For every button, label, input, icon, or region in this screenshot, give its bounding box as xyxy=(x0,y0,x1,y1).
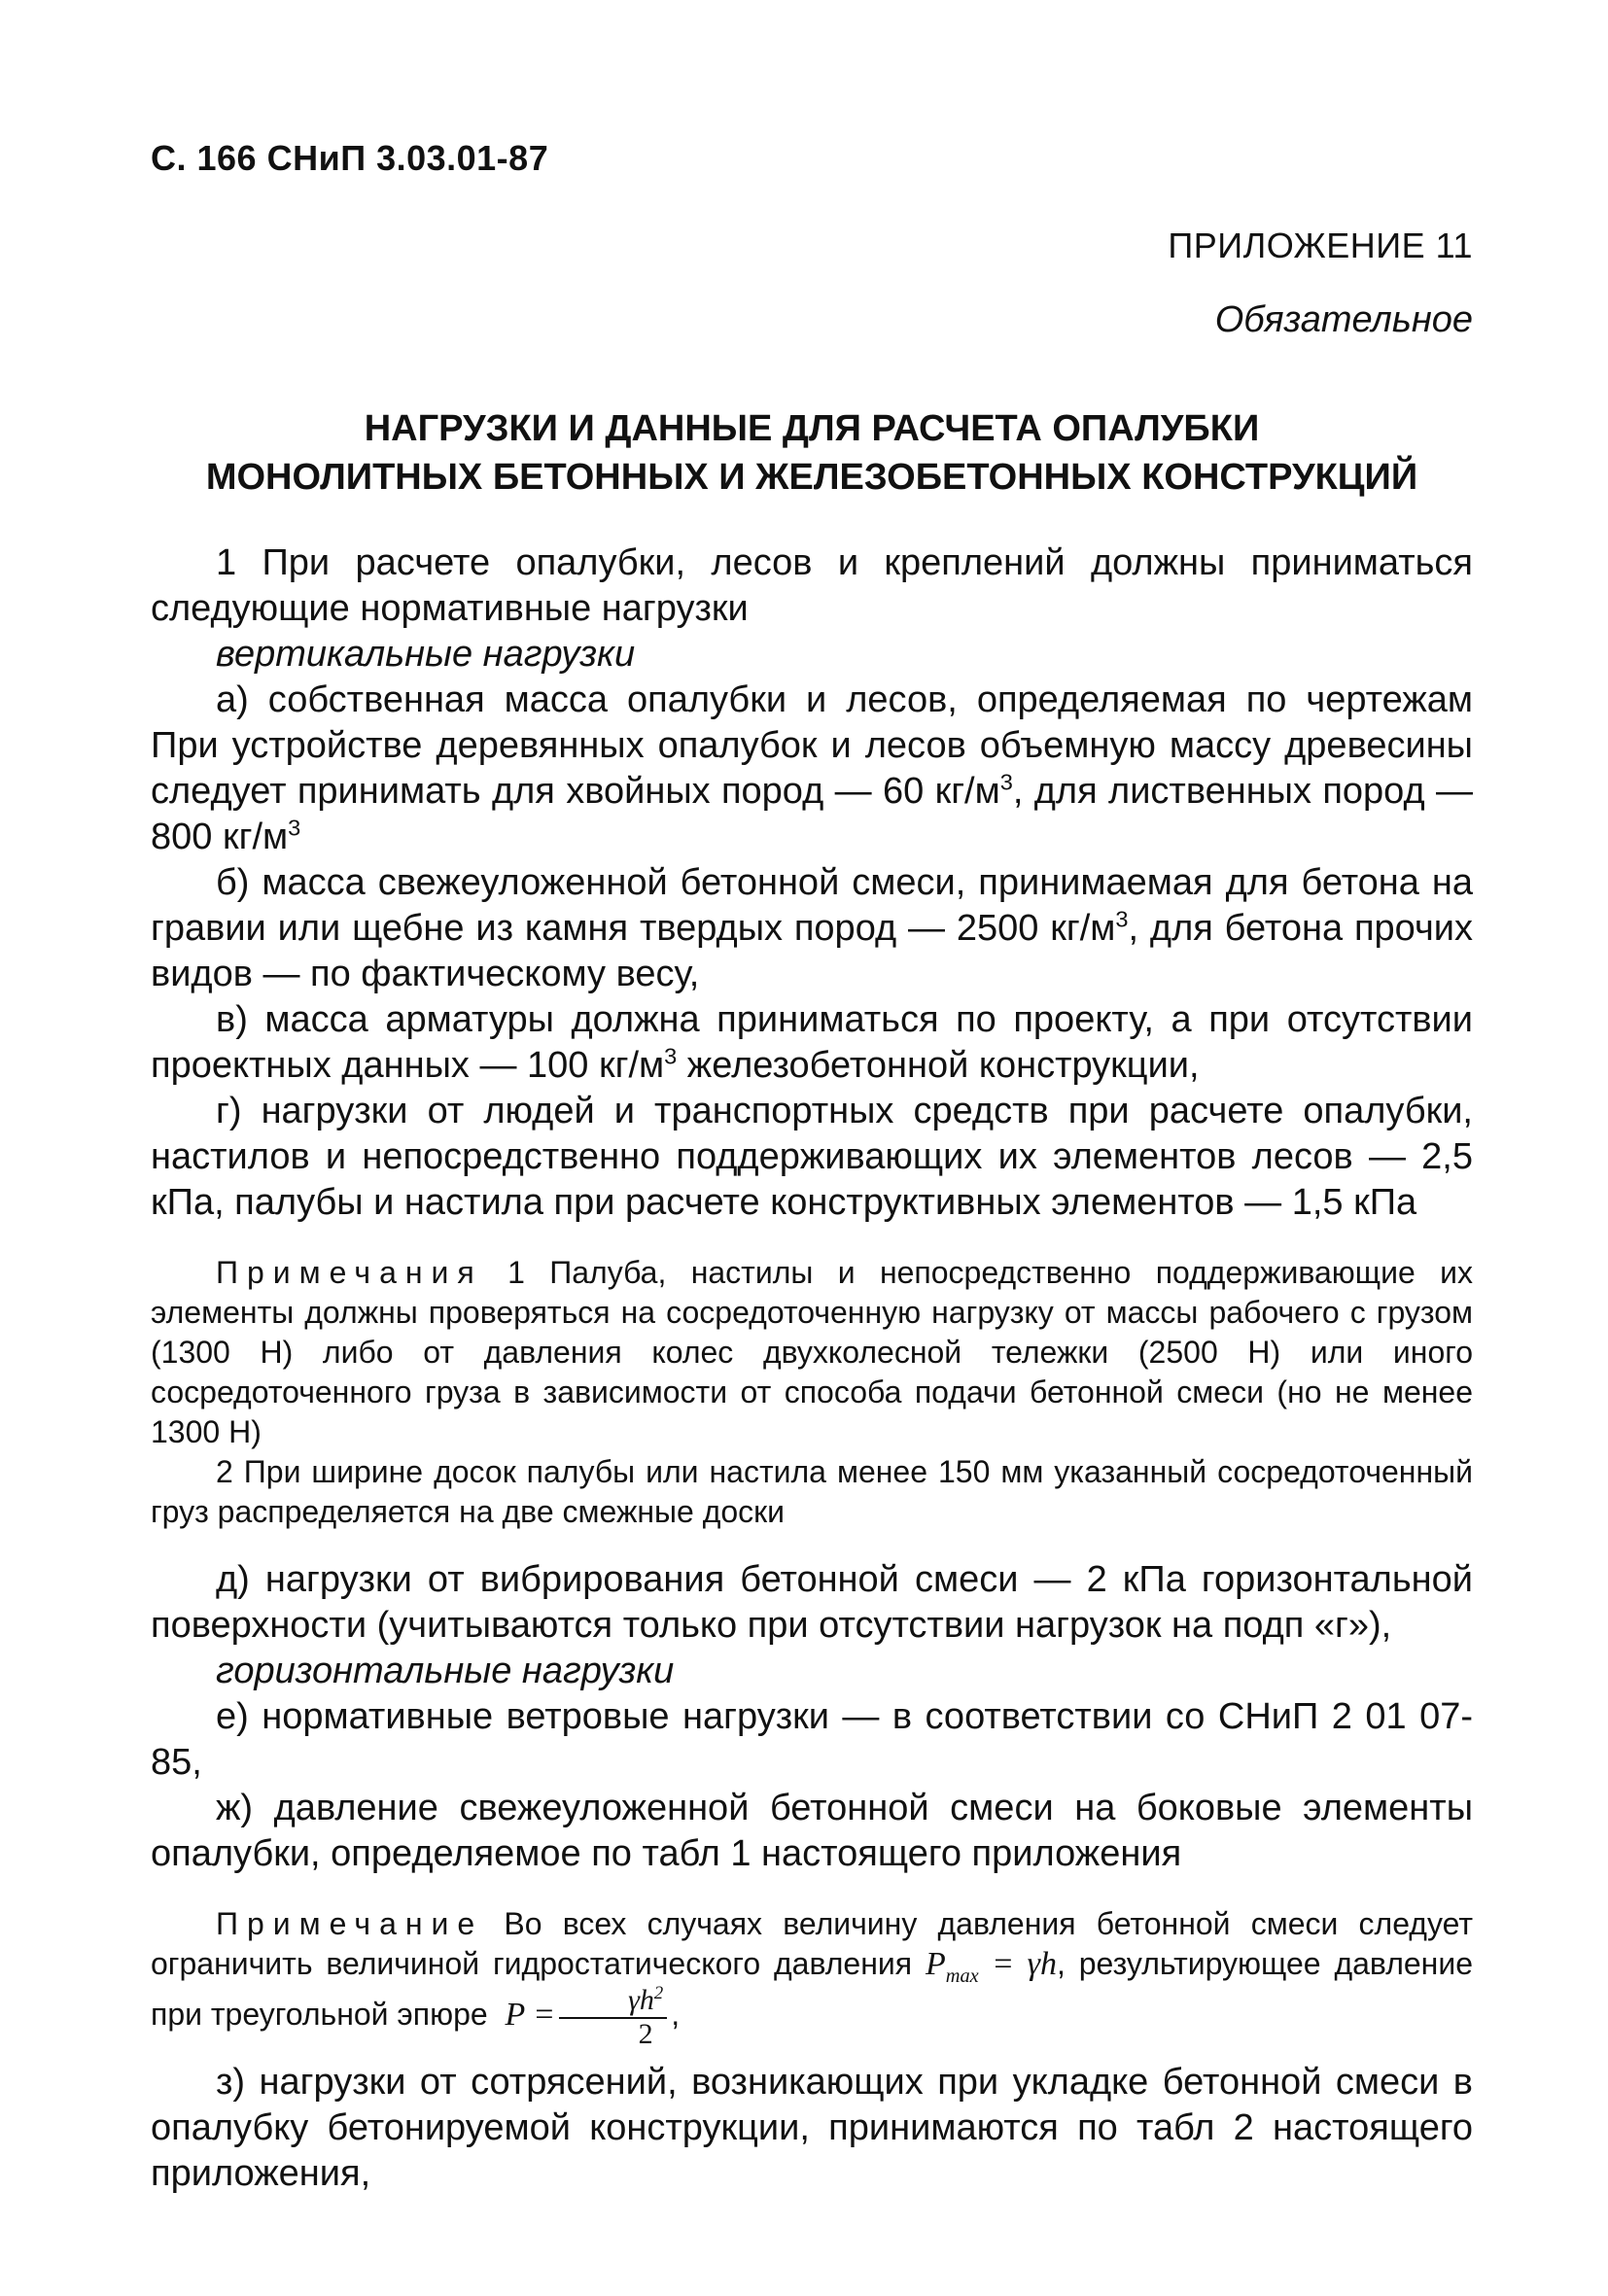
pmax-formula: $P_{max} = \gamma h$ xyxy=(925,1946,1057,1987)
note-pressure: Примечание Во всех случаях величину давления бетонной смеси следует ограничить величиной гидростатического давления $P_{max} = \gamma h$, результирующее давление при треугольной эпюре P = $\frac{\gamma h^2}{2}$ , xyxy=(151,1906,1474,2050)
document-title xyxy=(151,404,1473,502)
appendix-status: Обязательное xyxy=(1214,299,1473,340)
item-e: е) нормативные ветровые нагрузки — в соответствии со СНиП 2 01 07-85, xyxy=(151,1696,1473,1783)
paragraph-1: 1 При расчете опалубки, лесов и креплений должны приниматься следующие нормативные нагрузки xyxy=(151,542,1473,629)
note-label: Примечание xyxy=(216,1906,484,1941)
appendix-label: ПРИЛОЖЕНИЕ 11 xyxy=(1168,226,1473,265)
title-line-1: НАГРУЗКИ И ДАННЫЕ ДЛЯ РАСЧЕТА ОПАЛУБКИ xyxy=(364,408,1260,449)
formula-fraction: $\frac{\gamma h^2}{2}$ xyxy=(559,1984,667,2050)
notes-label: Примечания xyxy=(216,1255,483,1290)
title-line-2: МОНОЛИТНЫХ БЕТОННЫХ И ЖЕЛЕЗОБЕТОННЫХ КОНСТРУКЦИЙ xyxy=(205,457,1418,498)
vertical-loads-heading: вертикальные нагрузки xyxy=(216,634,636,675)
document-page xyxy=(151,0,1473,2296)
item-a: а) собственная масса опалубки и лесов, определяемая по чертежам При устройстве деревянных опалубок и лесов объемную массу древесины следует принимать для хвойных пород — 60 $кг/м^3$, для лиственных пород — 800 $кг/м^3$ xyxy=(151,679,1473,857)
document-body xyxy=(151,540,1473,2197)
triangle-formula: P = $\frac{\gamma h^2}{2}$ xyxy=(505,1997,671,2033)
item-zh: ж) давление свежеуложенной бетонной смеси на боковые элементы опалубки, определяемое по табл 1 настоящего приложения xyxy=(151,1788,1473,1874)
item-g: г) нагрузки от людей и транспортных средств при расчете опалубки, настилов и непосредственно поддерживающих их элементов лесов — 2,5 кПа, палубы и настила при расчете конструктивных элементов — 1,5 кПа xyxy=(151,1091,1473,1223)
item-b: б) масса свежеуложенной бетонной смеси, принимаемая для бетона на гравии или щебне из камня твердых пород — 2500 $кг/м^3$, для бетона прочих видов — по фактическому весу, xyxy=(151,862,1473,994)
page-header: С. 166 СНиП 3.03.01-87 xyxy=(151,138,549,178)
item-d: д) нагрузки от вибрирования бетонной смеси — 2 кПа горизонтальной поверхности (учитываются только при отсутствии нагрузок на подп «г»), xyxy=(151,1559,1473,1646)
note-1: Примечания 1 Палуба, настилы и непосредственно поддерживающие их элементы должны проверяться на сосредоточенную нагрузку от массы рабочего с грузом (1300 Н) либо от давления колес двухколесной тележки (2500 Н) или иного сосредоточенного груза в зависимости от способа подачи бетонной смеси (но не менее 1300 Н) xyxy=(151,1255,1474,1449)
item-v: в) масса арматуры должна приниматься по проекту, а при отсутствии проектных данных — 100 $кг/м^3$ железобетонной конструкции, xyxy=(151,999,1473,1086)
note-2: 2 При ширине досок палубы или настила менее 150 мм указанный сосредоточенный груз распределяется на две смежные доски xyxy=(151,1454,1473,1529)
horizontal-loads-heading: горизонтальные нагрузки xyxy=(216,1651,675,1691)
item-z: з) нагрузки от сотрясений, возникающих при укладке бетонной смеси в опалубку бетонируемой конструкции, принимаются по табл 2 настоящего приложения, xyxy=(151,2062,1473,2194)
